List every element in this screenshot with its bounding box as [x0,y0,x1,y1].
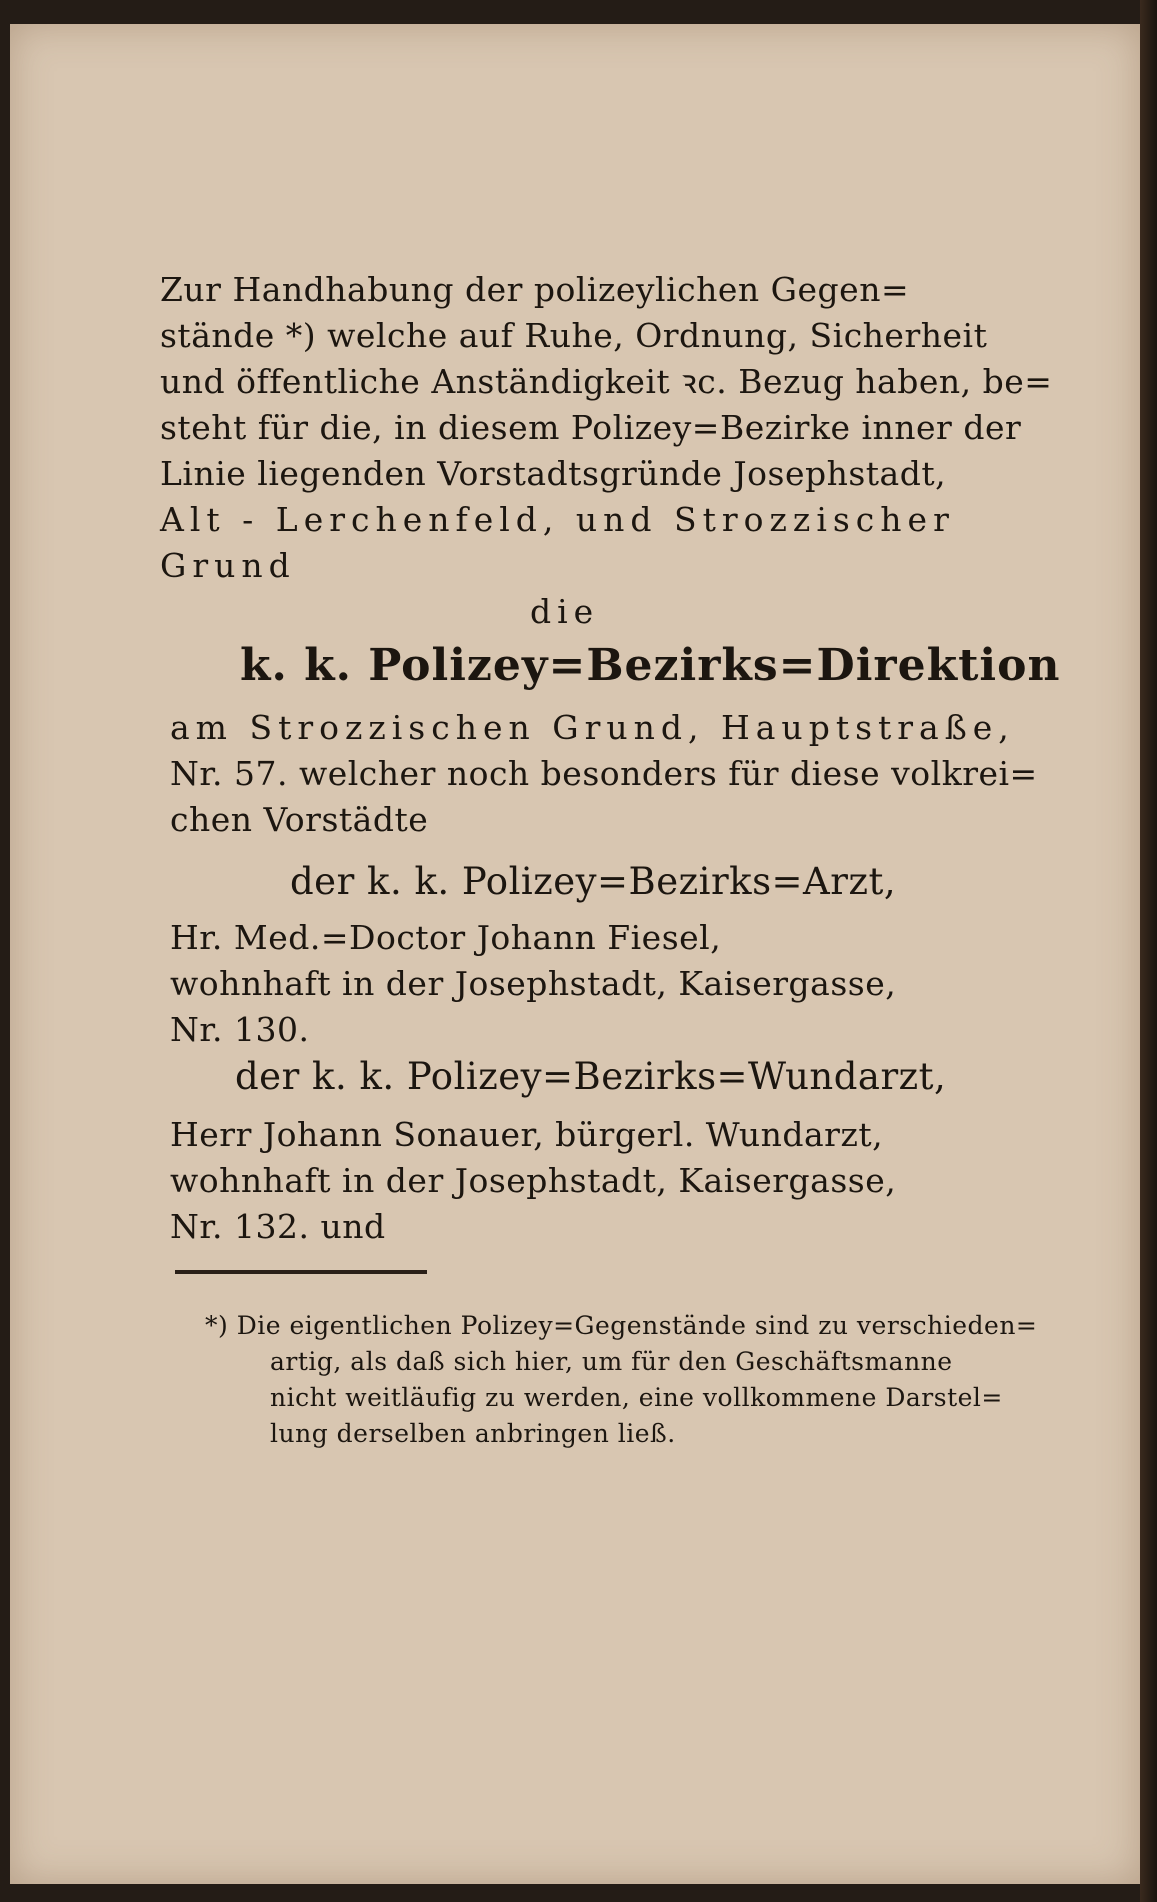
intro-line: Alt - Lerchenfeld, und Strozzischer [160,500,955,539]
address-line: Nr. 57. welcher noch besonders für diese volkrei= [170,754,1038,793]
footnote-line: *) Die eigentlichen Polizey=Gegenstände sind zu verschieden= [205,1311,1038,1340]
address-paragraph [170,705,1038,843]
address-line: chen Vorstädte [170,800,429,839]
arzt-heading: der k. k. Polizey=Bezirks=Arzt, [290,860,897,903]
intro-line: stände *) welche auf Ruhe, Ordnung, Sicherheit [160,316,988,355]
wundarzt-heading: der k. k. Polizey=Bezirks=Wundarzt, [235,1055,947,1098]
die-word: die [530,592,600,631]
intro-line: Grund [160,546,296,585]
arzt-details [170,915,970,1053]
wundarzt-line: wohnhaft in der Josephstadt, Kaisergasse, [170,1161,897,1200]
footnote-line: lung derselben anbringen ließ. [270,1419,676,1448]
arzt-line: Nr. 130. [170,1010,310,1049]
arzt-line: wohnhaft in der Josephstadt, Kaisergasse, [170,964,897,1003]
intro-line: Linie liegenden Vorstadtsgründe Josephstadt, [160,454,947,493]
footnote-line: artig, als daß sich hier, um für den Geschäftsmanne [270,1347,953,1376]
footnote [205,1308,1038,1452]
footnote-line: nicht weitläufig zu werden, eine vollkommene Darstel= [270,1383,1003,1412]
wundarzt-line: Herr Johann Sonauer, bürgerl. Wundarzt, [170,1115,884,1154]
intro-line: und öffentliche Anständigkeit ꝛc. Bezug haben, be= [160,362,1053,401]
direktion-title: k. k. Polizey=Bezirks=Direktion [240,640,1061,691]
arzt-line: Hr. Med.=Doctor Johann Fiesel, [170,918,722,957]
wundarzt-line: Nr. 132. und [170,1207,386,1246]
intro-line: Zur Handhabung der polizeylichen Gegen= [160,270,910,309]
intro-line: steht für die, in diesem Polizey=Bezirke inner der [160,408,1022,447]
address-line: am Strozzischen Grund, Hauptstraße, [170,708,1015,747]
intro-paragraph [160,267,1053,589]
footnote-rule [175,1270,427,1274]
wundarzt-details [170,1112,970,1250]
book-gutter [1140,0,1157,1902]
